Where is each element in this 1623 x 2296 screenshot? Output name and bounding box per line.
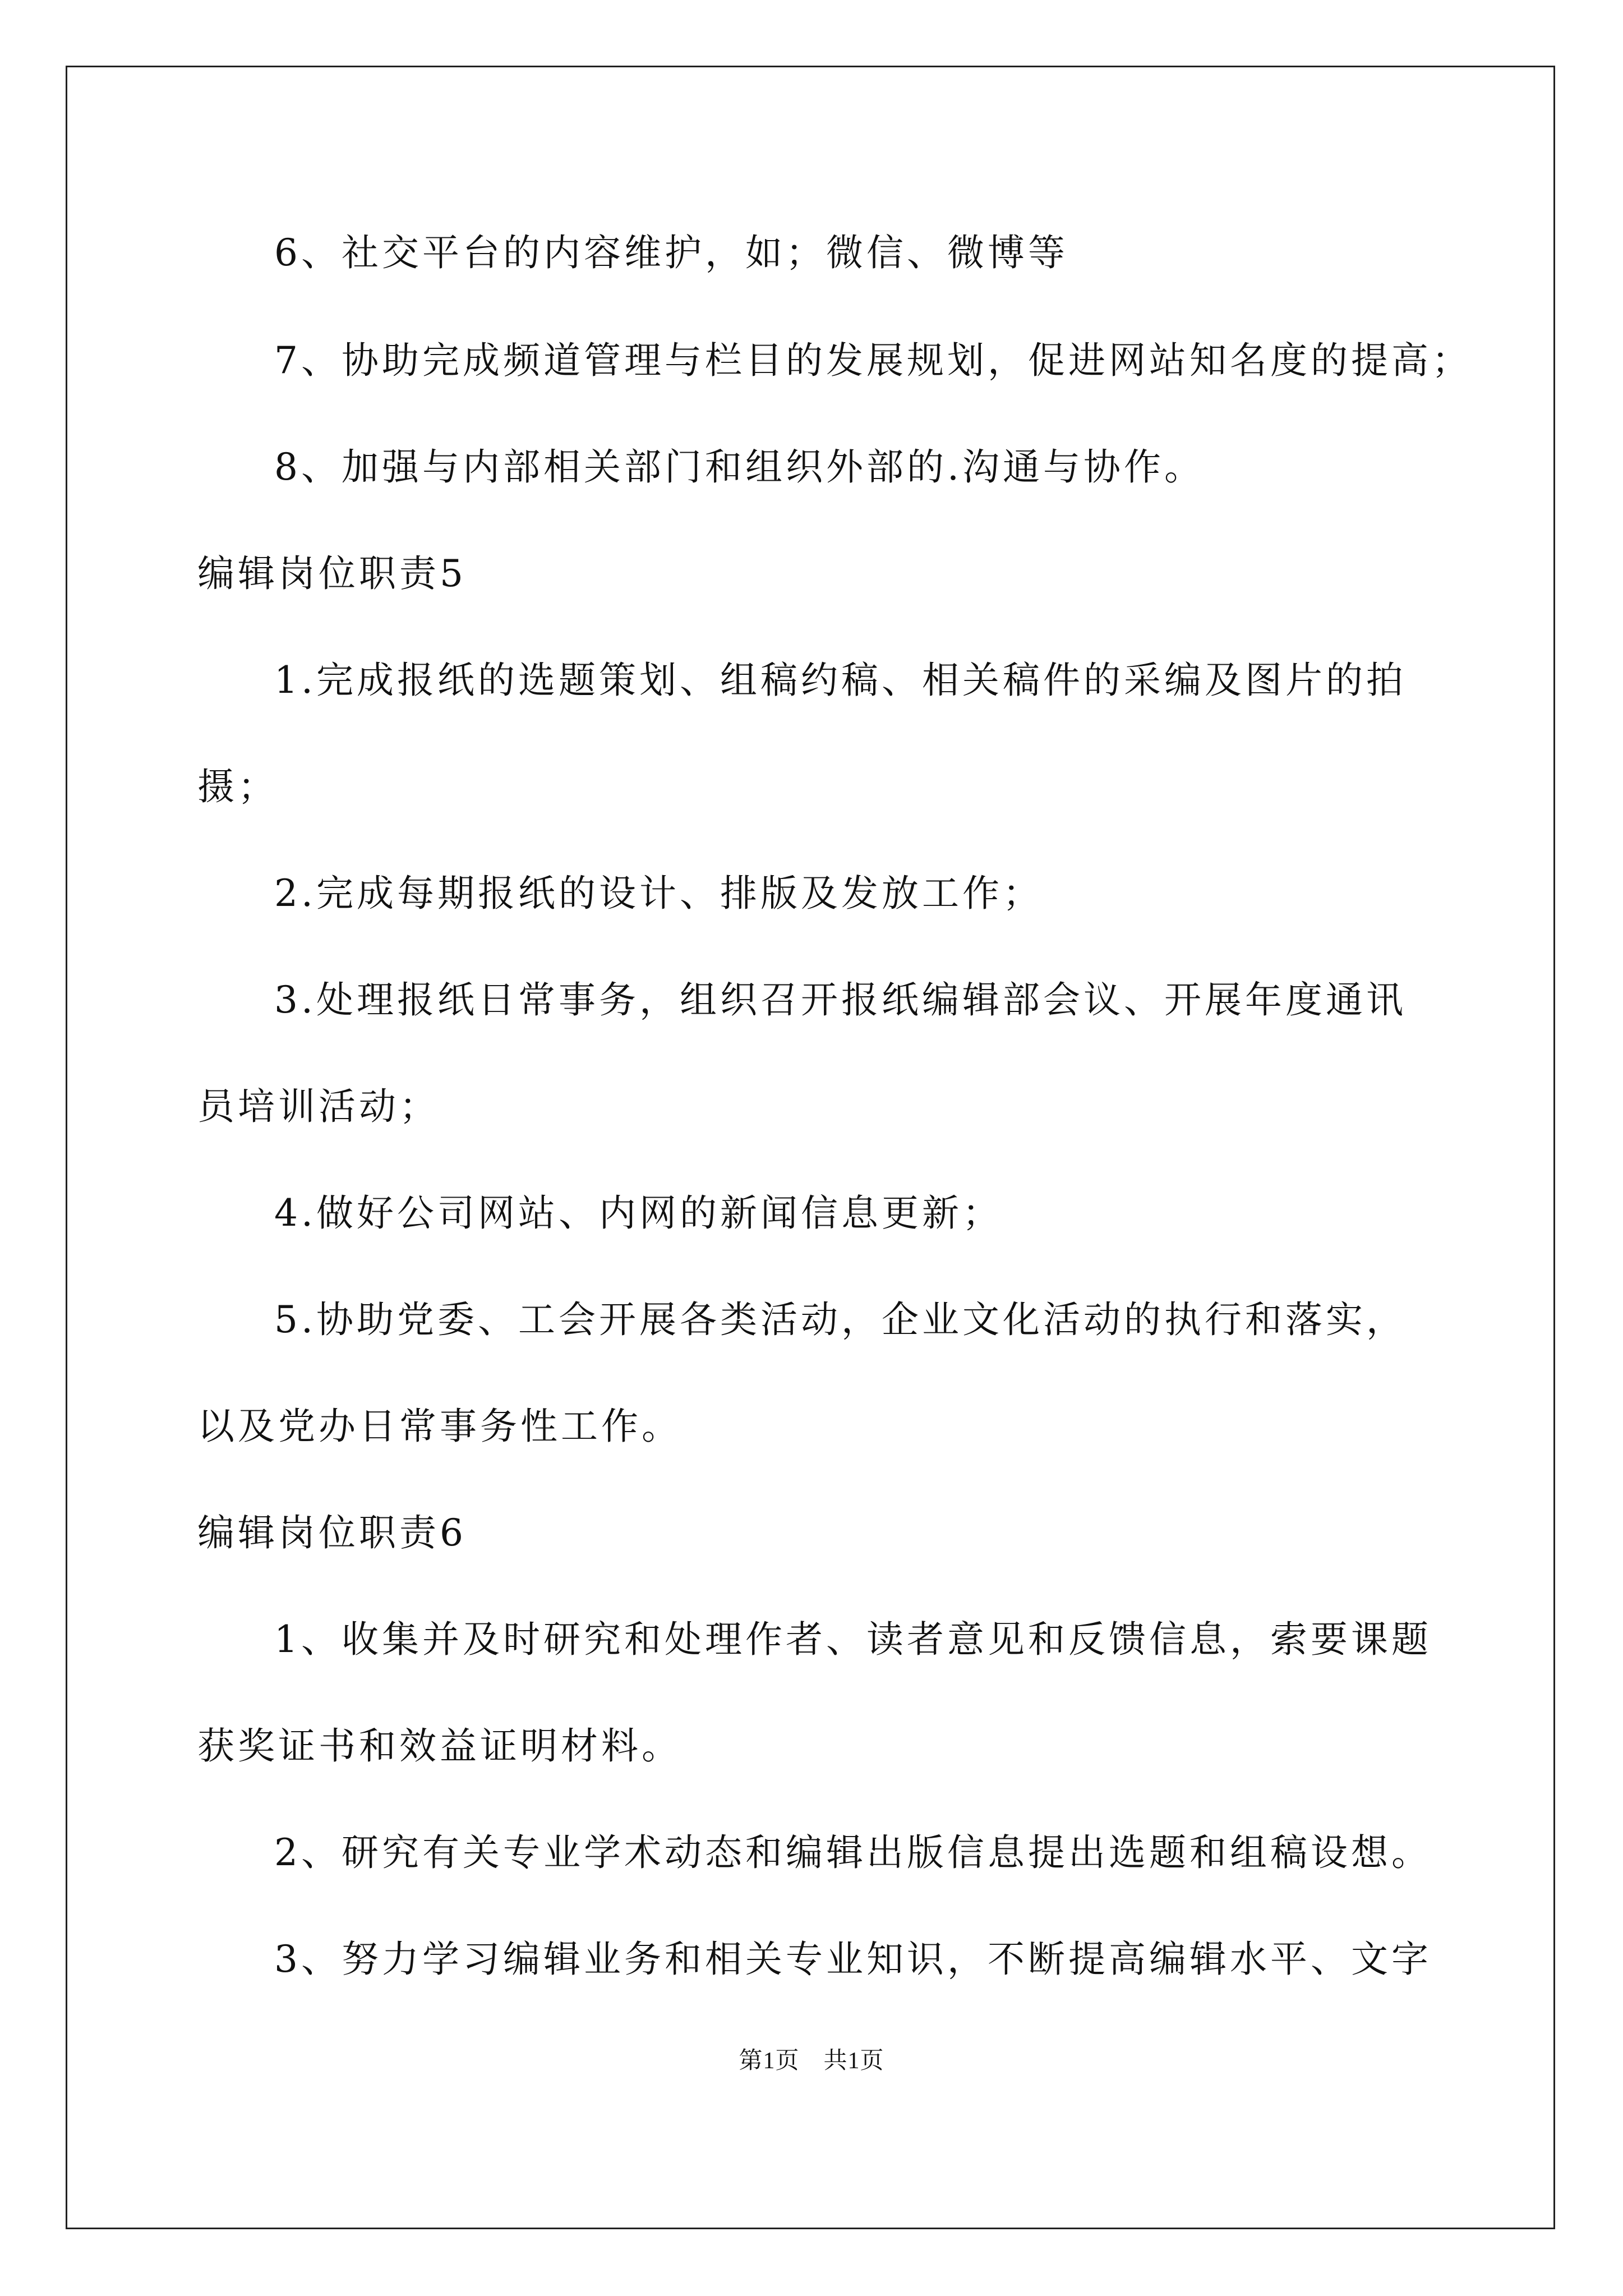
paragraph-line: 摄； bbox=[197, 765, 278, 808]
paragraph-line: 5.协助党委、工会开展各类活动，企业文化活动的执行和落实， bbox=[274, 1298, 1407, 1341]
paragraph-line: 6、社交平台的内容维护，如；微信、微博等 bbox=[274, 231, 1068, 274]
paragraph-line: 获奖证书和效益证明材料。 bbox=[197, 1724, 682, 1768]
paragraph-line: 7、协助完成频道管理与栏目的发展规划，促进网站知名度的提高； bbox=[274, 339, 1472, 382]
paragraph-line: 2.完成每期报纸的设计、排版及发放工作； bbox=[274, 872, 1043, 915]
section-heading: 编辑岗位职责6 bbox=[197, 1511, 467, 1554]
page-border bbox=[66, 66, 1555, 2229]
paragraph-line: 3、努力学习编辑业务和相关专业知识，不断提高编辑水平、文字 bbox=[274, 1938, 1432, 1981]
paragraph-line: 以及党办日常事务性工作。 bbox=[197, 1405, 682, 1448]
paragraph-line: 3.处理报纸日常事务，组织召开报纸编辑部会议、开展年度通讯 bbox=[274, 978, 1407, 1022]
paragraph-line: 4.做好公司网站、内网的新闻信息更新； bbox=[274, 1191, 1003, 1235]
page-number-footer: 第1页 共1页 bbox=[739, 2048, 884, 2074]
paragraph-line: 员培训活动； bbox=[197, 1085, 440, 1128]
paragraph-line: 1.完成报纸的选题策划、组稿约稿、相关稿件的采编及图片的拍 bbox=[274, 659, 1407, 702]
paragraph-line: 8、加强与内部相关部门和组织外部的.沟通与协作。 bbox=[274, 445, 1205, 489]
paragraph-line: 1、收集并及时研究和处理作者、读者意见和反馈信息，索要课题 bbox=[274, 1618, 1432, 1661]
section-heading: 编辑岗位职责5 bbox=[197, 552, 467, 595]
paragraph-line: 2、研究有关专业学术动态和编辑出版信息提出选题和组稿设想。 bbox=[274, 1831, 1432, 1874]
